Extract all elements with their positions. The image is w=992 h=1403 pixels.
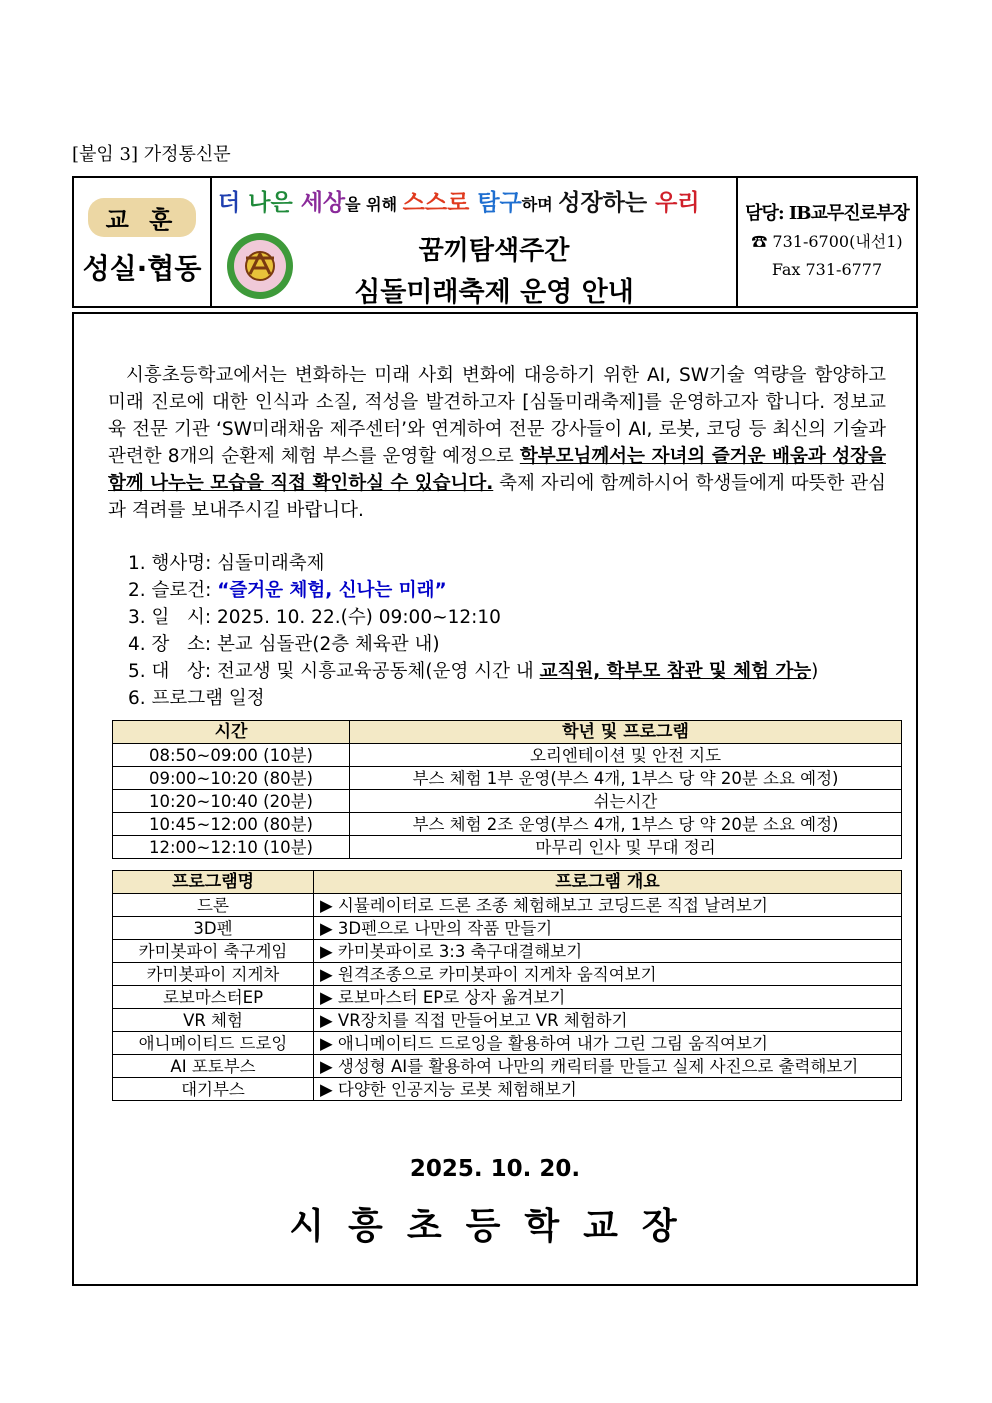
event-target-emphasis: 교직원, 학부모 참관 및 체험 가능 [539,661,812,682]
schedule-program-cell: 마무리 인사 및 무대 정리 [350,836,902,859]
slogan-segment: 스스로 [402,190,478,216]
slogan-segment: 을 위해 [345,195,403,214]
table-row [113,836,902,859]
schedule-time-cell: 09:00~10:20 (80분) [113,767,350,790]
table-row [113,963,902,986]
intro-part2: 축제 자리에 함께하시어 학생들에게 따뜻한 관심과 격려를 보내주시길 바랍니다. [108,473,886,521]
program-table [112,870,902,1101]
intro-emphasis: 학부모님께서는 자녀의 즐거운 배움과 성장을 함께 나누는 모습을 직접 확인하실 수 있습니다. [108,446,886,494]
event-place-row [128,631,818,658]
event-place-value: 본교 심돌관(2층 체육관 내) [217,634,440,655]
table-row [113,1055,902,1078]
table-row [113,986,902,1009]
schedule-label: 6. 프로그램 일정 [128,688,265,709]
schedule-time-cell: 08:50~09:00 (10분) [113,744,350,767]
program-desc-cell: ▶ 생성형 AI를 활용하여 나만의 캐릭터를 만들고 실제 사진으로 출력해보기 [314,1055,902,1078]
program-name-cell: 3D펜 [113,917,314,940]
schedule-time-cell: 10:45~12:00 (80분) [113,813,350,836]
table-row [113,744,902,767]
program-desc-cell: ▶ 카미봇파이로 3:3 축구대결해보기 [314,940,902,963]
table-row [113,1009,902,1032]
program-desc-cell: ▶ 로보마스터 EP로 상자 옮겨보기 [314,986,902,1009]
slogan-segment: 탐구 [477,190,522,216]
table-row [113,894,902,917]
schedule-program-cell: 오리엔테이션 및 안전 지도 [350,744,902,767]
header-title-area [212,178,738,306]
document-date: 2025. 10. 20. [409,1156,581,1182]
intro-part1: 시흥초등학교에서는 변화하는 미래 사회 변화에 대응하기 위한 AI, SW기술 역량을 함양하고 미래 진로에 대한 인식과 소질, 적성을 발견하고자 [심돌미래축제]를 운영하고자 합니다. 정보교육 전문 기관 ‘SW미래채움 제주센터’와 연계하여 전문 강사들이 AI, 로봇, 코딩 등 최신의 기술과 관련한 8개의 순환제 체험 부스를 운영할 예정으로 [108,365,886,467]
program-name-cell: VR 체험 [113,1009,314,1032]
event-slogan-value: “즐거운 체험, 신나는 미래” [217,580,447,601]
event-target-value: 전교생 및 시흥교육공동체(운영 시간 내 [217,661,540,682]
event-name-value: 심돌미래축제 [217,553,325,574]
event-details [128,550,818,712]
table-row [113,767,902,790]
program-name-cell: 대기부스 [113,1078,314,1101]
program-desc-cell: ▶ 애니메이티드 드로잉을 활용하여 내가 그린 그림 움직여보기 [314,1032,902,1055]
letter-body [72,312,918,1286]
schedule-header-program: 학년 및 프로그램 [350,721,902,744]
schedule-time-cell: 10:20~10:40 (20분) [113,790,350,813]
slogan-segment: 우리 [655,190,700,216]
event-name-label: 1. 행사명: [128,553,218,574]
school-slogan [218,184,700,217]
event-place-label: 4. 장 소: [128,634,218,655]
table-row [113,940,902,963]
table-row [113,917,902,940]
program-name-cell: 애니메이티드 드로잉 [113,1032,314,1055]
title-line1: 꿈끼탐색주간 [418,236,570,266]
event-slogan-label: 2. 슬로건: [128,580,218,601]
schedule-program-cell: 쉬는시간 [350,790,902,813]
table-row [113,790,902,813]
motto-badge: 교 훈 [88,198,197,237]
program-header-name: 프로그램명 [113,871,314,894]
motto-text: 성실·협동 [82,251,202,285]
contact-phone: ☎ 731-6700(내선1) [751,232,903,251]
table-row [113,1078,902,1101]
program-desc-cell: ▶ 원격조종으로 카미봇파이 지게차 움직여보기 [314,963,902,986]
program-name-cell: 로보마스터EP [113,986,314,1009]
event-date-label: 3. 일 시: [128,607,218,628]
schedule-program-cell: 부스 체험 1부 운영(부스 4개, 1부스 당 약 20분 소요 예정) [350,767,902,790]
slogan-segment: 하며 [521,195,559,214]
table-row [113,813,902,836]
schedule-table [112,720,902,859]
slogan-segment: 성장하는 [558,190,656,216]
slogan-segment: 세상 [300,190,346,216]
letter-header [72,176,918,308]
contact-info [738,178,916,306]
schedule-header-time: 시간 [113,721,350,744]
program-header-desc: 프로그램 개요 [314,871,902,894]
event-date-value: 2025. 10. 22.(수) 09:00~12:10 [217,607,501,628]
program-name-cell: 카미봇파이 지게차 [113,963,314,986]
program-desc-cell: ▶ 다양한 인공지능 로봇 체험해보기 [314,1078,902,1101]
event-target-row [128,658,818,685]
program-name-cell: AI 포토부스 [113,1055,314,1078]
event-target-label: 5. 대 상: [128,661,218,682]
program-desc-cell: ▶ VR장치를 직접 만들어보고 VR 체험하기 [314,1009,902,1032]
table-row [113,1032,902,1055]
attachment-label: [붙임 3] 가정통신문 [72,144,231,165]
contact-fax: Fax 731-6777 [771,260,883,279]
event-slogan-row [128,577,818,604]
program-name-cell: 드론 [113,894,314,917]
title-line2: 심돌미래축제 운영 안내 [354,277,634,308]
program-desc-cell: ▶ 시뮬레이터로 드론 조종 체험해보고 코딩드론 직접 날려보기 [314,894,902,917]
event-date-row [128,604,818,631]
principal-signature: 시흥초등학교장 [289,1206,701,1247]
program-name-cell: 카미봇파이 축구게임 [113,940,314,963]
slogan-segment: 나은 [248,190,301,216]
event-name-row [128,550,818,577]
contact-department: 담당: IB교무진로부장 [745,203,909,224]
event-target-end: ) [811,661,819,682]
schedule-program-cell: 부스 체험 2조 운영(부스 4개, 1부스 당 약 20분 소요 예정) [350,813,902,836]
schedule-time-cell: 12:00~12:10 (10분) [113,836,350,859]
slogan-segment: 더 [218,190,249,216]
school-motto [74,178,212,306]
program-desc-cell: ▶ 3D펜으로 나만의 작품 만들기 [314,917,902,940]
intro-paragraph [108,362,886,524]
